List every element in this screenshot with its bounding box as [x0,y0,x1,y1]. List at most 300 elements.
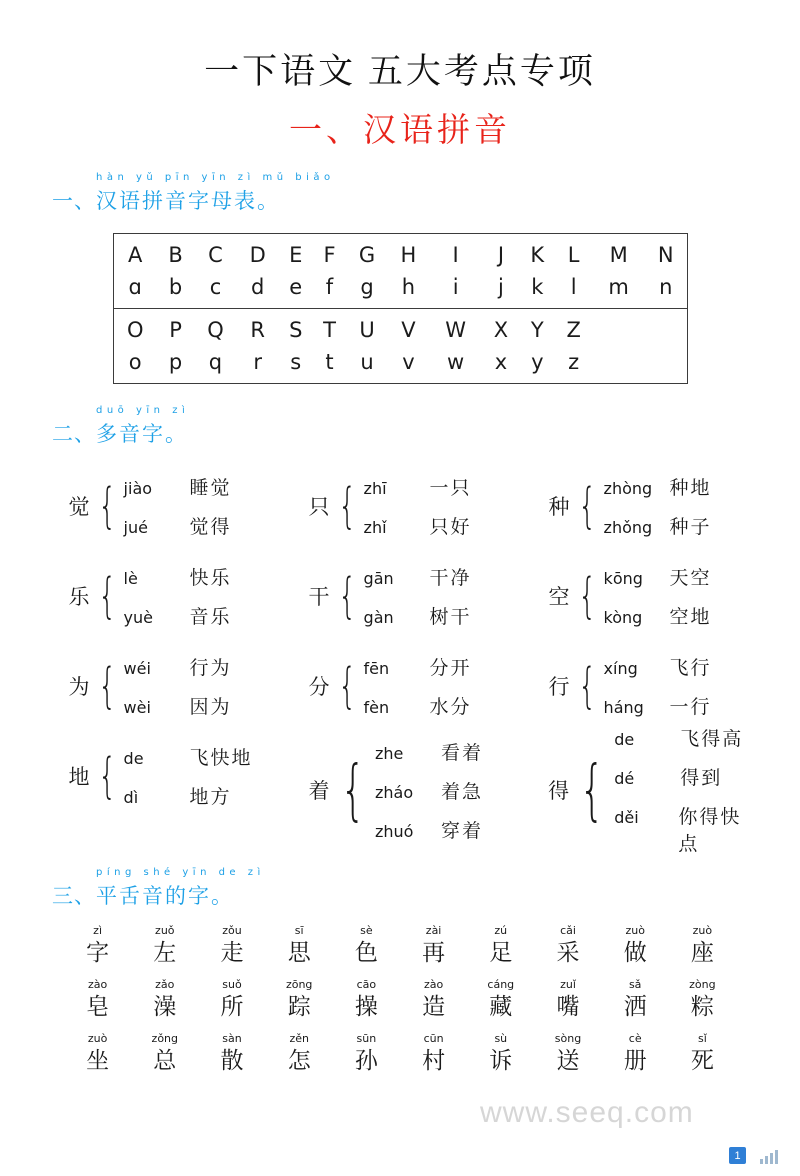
pinyin-text: zhī [363,479,387,498]
alphabet-cell: N [657,243,674,267]
polyphone-reading-row [375,777,483,804]
pinyin-text: zǒu [222,924,242,937]
alphabet-cell: G [358,243,376,267]
polyphone-readings [124,563,232,629]
polyphone-reading-row [364,653,472,680]
section-label: 汉语拼音字母表 [96,189,257,213]
alphabet-cell: d [237,272,279,309]
word-text: 行为 [189,658,232,679]
alphabet-cell: D [249,243,266,267]
polyphone-grid [40,464,760,855]
alphabet-table [113,233,688,384]
table-row [113,234,687,273]
pinyin-text: zì [93,924,103,937]
word-text: 天空 [669,568,712,589]
pinyin-text: fēn [363,659,390,678]
polyphone-readings [604,473,712,539]
section-ruby: píng shé yīn de zì [96,867,265,878]
brace-icon: { [578,567,597,624]
alphabet-cell: w [447,350,465,374]
alphabet-cell: k [520,272,556,309]
hanzi-text: 坐 [86,1048,110,1073]
pinyin-text: lè [123,569,138,588]
hanzi-text: 采 [556,940,580,965]
alphabet-cell: K [530,243,545,267]
alphabet-cell: s [290,350,302,374]
hanzi-text: 诉 [489,1048,513,1073]
alphabet-cell: H [400,243,417,267]
alphabet-cell: E [289,243,303,267]
flat-tongue-character [198,924,265,968]
pinyin-text: zòng [689,978,716,991]
brace-icon: { [98,567,117,624]
alphabet-cell: J [497,243,505,267]
alphabet-cell: F [323,243,336,267]
polyphone-character: 乐 [68,585,90,609]
pinyin-text: jiào [123,479,153,498]
polyphone-reading-row [614,724,760,751]
polyphone-character: 觉 [68,495,90,519]
brace-icon: { [340,750,366,828]
flat-tongue-character [669,1032,736,1076]
pinyin-text: yuè [123,608,153,627]
section-index: 二、 [52,422,96,446]
pinyin-text: wèi [123,698,151,717]
pinyin-text: kōng [603,569,643,588]
polyphone-reading-row [375,738,483,765]
flat-tongue-character [400,1032,467,1076]
polyphone-reading-row [124,563,232,590]
hanzi-text: 操 [354,994,378,1019]
flat-tongue-character [131,1032,198,1076]
polyphone-reading-row [124,782,253,809]
pinyin-text: zào [423,978,444,991]
word-text: 睡觉 [189,478,232,499]
pinyin-text: zǒng [151,1032,179,1045]
polyphone-entry [40,734,280,818]
section-ruby: hàn yǔ pīn yīn zì mǔ biǎo [96,172,335,183]
table-row [113,272,687,309]
section-heading-polyphone [52,405,760,448]
pinyin-text: sī [294,924,304,937]
pinyin-text: cè [628,1032,642,1045]
polyphone-character: 着 [308,779,330,803]
polyphone-character: 干 [308,585,330,609]
polyphone-character: 地 [68,765,90,789]
section-suffix: 。 [257,189,279,213]
polyphone-entry [280,644,520,728]
polyphone-character: 行 [548,675,570,699]
hanzi-text: 藏 [489,994,513,1019]
flat-tongue-character [400,978,467,1022]
polyphone-reading-row [124,743,253,770]
alphabet-cell: S [289,318,303,342]
pinyin-text: sǐ [697,1032,707,1045]
word-text: 干净 [429,568,472,589]
word-text: 种子 [669,517,712,538]
polyphone-entry [520,554,760,638]
section-label: 多音字 [96,422,165,446]
table-row [113,347,687,384]
pinyin-text: zhòng [603,479,653,498]
watermark: www.seeq.com [480,1096,694,1129]
polyphone-reading-row [364,602,472,629]
polyphone-entry [520,644,760,728]
alphabet-cell: n [645,272,687,309]
alphabet-cell-empty [592,347,645,384]
hanzi-text: 死 [690,1048,714,1073]
alphabet-cell: l [555,272,592,309]
alphabet-cell-empty [592,309,645,348]
alphabet-cell: c [194,272,237,309]
alphabet-cell: v [402,350,415,374]
polyphone-reading-row [124,512,232,539]
hanzi-text: 散 [220,1048,244,1073]
alphabet-cell: ɑ [113,272,157,309]
section-heading-alphabet [52,172,760,215]
polyphone-reading-row [364,563,472,590]
section-index: 一、 [52,189,96,213]
polyphone-readings [124,743,253,809]
brace-icon: { [579,750,605,828]
hanzi-text: 思 [287,940,311,965]
pinyin-text: cūn [423,1032,444,1045]
pinyin-text: zhe [375,743,404,763]
polyphone-character: 只 [308,495,330,519]
flat-tongue-character [266,978,333,1022]
page-subtitle: 一、汉语拼音 [289,113,511,149]
brace-icon: { [98,747,117,804]
alphabet-cell: M [609,243,628,267]
polyphone-entry [40,644,280,728]
word-text: 因为 [189,697,232,718]
word-text: 觉得 [189,517,232,538]
polyphone-entry [520,464,760,548]
polyphone-reading-row [375,816,483,843]
flat-tongue-character [198,978,265,1022]
worksheet-page [0,44,800,1176]
word-text: 看着 [441,742,484,764]
alphabet-cell: U [359,318,375,342]
alphabet-cell: f [313,272,346,309]
flat-tongue-character [534,1032,601,1076]
flat-tongue-character [131,978,198,1022]
page-title: 一下语文 五大考点专项 [204,52,596,91]
polyphone-readings [614,724,760,856]
brace-icon: { [338,567,357,624]
pinyin-text: kòng [603,608,643,627]
word-text: 飞行 [669,658,712,679]
brace-icon: { [578,477,597,534]
hanzi-text: 粽 [690,994,714,1019]
brace-icon: { [338,657,357,714]
flat-tongue-character [64,978,131,1022]
word-text: 得到 [680,768,723,789]
word-text: 空地 [669,607,712,628]
hanzi-text: 澡 [153,994,177,1019]
hanzi-text: 座 [690,940,714,965]
polyphone-reading-row [124,602,232,629]
polyphone-entry [520,729,760,855]
flat-tongue-character [198,1032,265,1076]
hanzi-text: 总 [153,1048,177,1073]
flat-tongue-character [669,978,736,1022]
hanzi-text: 皂 [86,994,110,1019]
flat-tongue-grid [40,924,760,1076]
pinyin-text: zuǐ [560,978,576,991]
pinyin-text: jué [123,518,148,537]
polyphone-reading-row [614,802,760,856]
alphabet-cell: u [360,350,374,374]
polyphone-reading-row [364,473,472,500]
alphabet-cell: C [208,243,223,267]
alphabet-cell: X [493,318,509,342]
alphabet-cell: h [388,272,429,309]
alphabet-cell: z [568,350,580,374]
word-text: 地方 [189,787,232,808]
pinyin-text: sàn [222,1032,242,1045]
flat-tongue-character [400,924,467,968]
hanzi-text: 走 [220,940,244,965]
pinyin-text: děi [614,808,639,827]
pinyin-text: suǒ [222,978,242,991]
polyphone-entry [280,464,520,548]
word-text: 只好 [429,517,472,538]
polyphone-character: 种 [548,495,570,519]
flat-tongue-character [333,1032,400,1076]
pinyin-text: de [123,749,144,768]
polyphone-character: 分 [308,675,330,699]
alphabet-cell: r [253,350,262,374]
alphabet-cell: L [567,243,580,267]
hanzi-text: 所 [220,994,244,1019]
pinyin-text: wéi [123,659,151,678]
pinyin-text: zào [87,978,108,991]
alphabet-cell: O [126,318,144,342]
section-heading-flat-tongue [52,867,760,910]
flat-tongue-character [333,924,400,968]
alphabet-cell-empty [645,309,687,348]
table-row [113,309,687,348]
pinyin-text: sè [360,924,373,937]
polyphone-character: 空 [548,585,570,609]
pinyin-text: zháo [375,782,414,802]
hanzi-text: 足 [489,940,513,965]
word-text: 飞快地 [189,748,253,769]
hanzi-text: 造 [422,994,446,1019]
section-label: 平舌音的字 [96,884,211,908]
brace-icon: { [98,657,117,714]
polyphone-reading-row [364,512,472,539]
word-text: 着急 [441,781,484,803]
pinyin-text: zōng [285,978,313,991]
polyphone-readings [364,653,472,719]
polyphone-entry [40,464,280,548]
pinyin-text: háng [603,698,644,717]
word-text: 水分 [429,697,472,718]
page-number-badge: 1 [729,1147,746,1164]
alphabet-cell: P [169,318,182,342]
pinyin-text: xíng [603,659,638,678]
pinyin-text: sòng [554,1032,582,1045]
polyphone-readings [375,738,483,843]
polyphone-reading-row [604,563,712,590]
hanzi-text: 做 [623,940,647,965]
pinyin-text: sù [494,1032,508,1045]
alphabet-cell: y [531,350,544,374]
flat-tongue-character [602,924,669,968]
pinyin-text: sǎ [628,978,642,991]
alphabet-cell: W [445,318,466,342]
word-text: 一行 [669,697,712,718]
alphabet-cell: I [452,243,459,267]
flat-tongue-character [131,924,198,968]
polyphone-entry [280,554,520,638]
word-text: 一只 [429,478,472,499]
polyphone-reading-row [614,763,760,790]
polyphone-reading-row [604,653,712,680]
alphabet-cell: A [128,243,143,267]
alphabet-cell: m [592,272,645,309]
hanzi-text: 册 [623,1048,647,1073]
section-index: 三、 [52,884,96,908]
polyphone-reading-row [124,473,232,500]
hanzi-text: 色 [354,940,378,965]
alphabet-cell: g [346,272,388,309]
flat-tongue-character [266,1032,333,1076]
alphabet-cell: e [279,272,313,309]
alphabet-cell: q [208,350,223,374]
brace-icon: { [98,477,117,534]
alphabet-cell: o [128,350,142,374]
polyphone-character: 得 [548,779,570,803]
pinyin-text: zuò [625,924,645,937]
pinyin-text: zuò [87,1032,108,1045]
pinyin-text: sūn [356,1032,377,1045]
alphabet-cell: B [168,243,183,267]
alphabet-table-wrapper [40,233,760,384]
hanzi-text: 字 [86,940,110,965]
polyphone-reading-row [604,512,712,539]
polyphone-entry [280,734,520,846]
word-text: 你得快点 [678,807,742,855]
hanzi-text: 孙 [354,1048,378,1073]
flat-tongue-character [64,924,131,968]
pinyin-text: gàn [363,608,394,627]
polyphone-reading-row [604,473,712,500]
polyphone-readings [124,653,232,719]
flat-tongue-character [266,924,333,968]
flat-tongue-character [333,978,400,1022]
pinyin-text: zài [425,924,442,937]
polyphone-readings [364,473,472,539]
polyphone-readings [124,473,232,539]
polyphone-reading-row [604,692,712,719]
hanzi-text: 送 [556,1048,580,1073]
polyphone-reading-row [364,692,472,719]
alphabet-cell: V [401,318,416,342]
pinyin-text: zěn [289,1032,309,1045]
alphabet-cell: Z [566,318,581,342]
flat-tongue-character [602,978,669,1022]
section-suffix: 。 [211,884,233,908]
flat-tongue-character [467,924,534,968]
pinyin-text: zhuó [375,821,414,841]
pinyin-text: cāo [356,978,377,991]
alphabet-cell: p [168,350,183,374]
pinyin-text: cáng [487,978,515,991]
polyphone-readings [364,563,472,629]
pinyin-text: zhǐ [363,518,387,537]
hanzi-text: 怎 [287,1048,311,1073]
polyphone-reading-row [604,602,712,629]
pinyin-text: zuò [692,924,713,937]
flat-tongue-character [534,978,601,1022]
alphabet-cell: t [325,350,334,374]
pinyin-text: gān [363,569,394,588]
alphabet-cell: x [494,350,508,374]
pinyin-text: fèn [363,698,390,717]
page-decoration-bars [760,1147,778,1164]
pinyin-text: zǎo [155,978,175,991]
pinyin-text: zú [494,924,508,937]
flat-tongue-character [602,1032,669,1076]
brace-icon: { [338,477,357,534]
polyphone-reading-row [124,692,232,719]
polyphone-entry [40,554,280,638]
hanzi-text: 再 [422,940,446,965]
word-text: 穿着 [441,820,484,842]
flat-tongue-character [534,924,601,968]
alphabet-cell: T [323,318,336,342]
pinyin-text: zuǒ [155,924,175,937]
alphabet-cell: Q [207,318,224,342]
word-text: 种地 [669,478,712,499]
alphabet-cell: R [250,318,265,342]
alphabet-cell: j [482,272,519,309]
flat-tongue-character [467,1032,534,1076]
flat-tongue-character [467,978,534,1022]
polyphone-readings [604,653,712,719]
hanzi-text: 嘴 [556,994,580,1019]
brace-icon: { [578,657,597,714]
word-text: 飞得高 [680,729,744,750]
flat-tongue-character [64,1032,131,1076]
word-text: 音乐 [189,607,232,628]
pinyin-text: zhǒng [603,518,653,537]
word-text: 树干 [429,607,472,628]
hanzi-text: 村 [422,1048,446,1073]
section-ruby: duō yīn zì [96,405,190,416]
section-suffix: 。 [165,422,187,446]
flat-tongue-character [669,924,736,968]
alphabet-cell: i [429,272,483,309]
polyphone-readings [604,563,712,629]
pinyin-text: dì [123,788,139,807]
polyphone-character: 为 [68,675,90,699]
polyphone-reading-row [124,653,232,680]
hanzi-text: 左 [153,940,177,965]
pinyin-text: de [614,730,635,749]
pinyin-text: cǎi [560,924,576,937]
alphabet-cell-empty [645,347,687,384]
hanzi-text: 洒 [623,994,647,1019]
alphabet-cell: Y [530,318,544,342]
alphabet-cell: b [157,272,194,309]
word-text: 分开 [429,658,472,679]
word-text: 快乐 [189,568,232,589]
pinyin-text: dé [614,769,635,788]
